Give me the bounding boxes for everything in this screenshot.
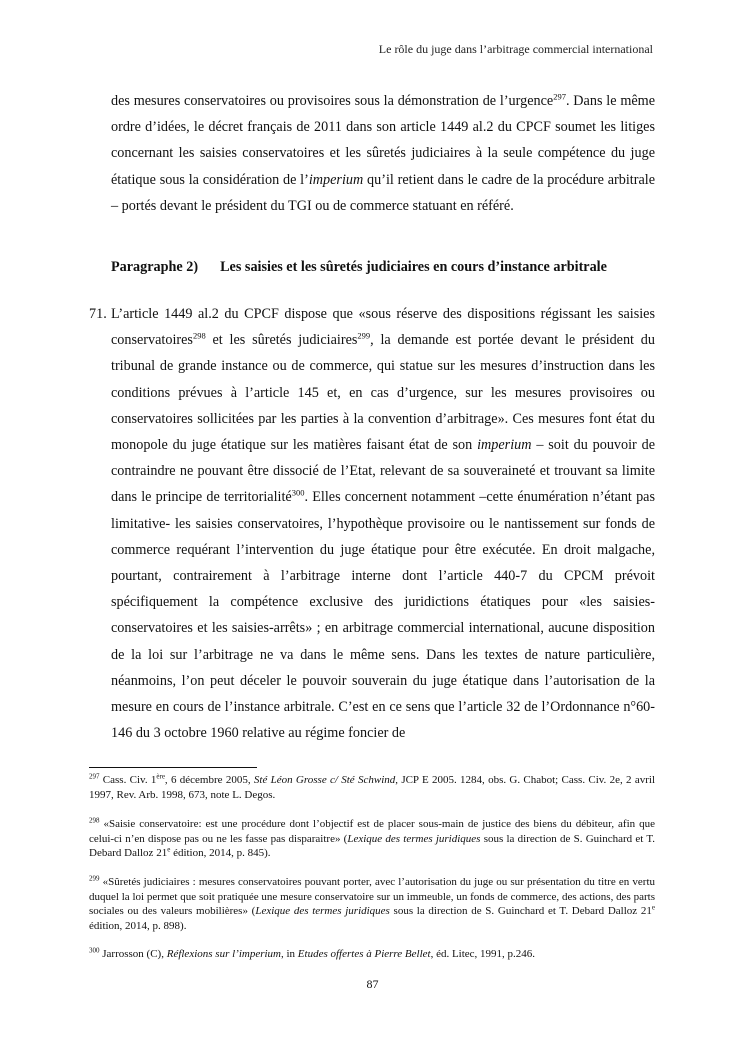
italic-term: imperium (477, 437, 532, 454)
footnote-ref-299[interactable]: 299 (357, 330, 371, 341)
footnote-ref-300[interactable]: 300 (291, 487, 305, 498)
section-label: Paragraphe 2) (111, 259, 199, 275)
text-run: , 6 décembre 2005, (164, 774, 254, 786)
text-run: Jarrosson (C), (99, 948, 167, 960)
footnote-number: 300 (89, 946, 100, 955)
footnote-separator (89, 767, 257, 768)
italic-title: Sté Léon Grosse c/ Sté Schwind (253, 774, 396, 786)
text-run: des mesures conservatoires ou provisoires sous la démonstration de l’urgence (111, 93, 554, 109)
text-run: , in (280, 948, 298, 960)
text-run: . Elles concernent notamment –cette énumération n’étant pas limitative- les saisies conservatoires, l’hypothèque provisoire ou le nantissement sur fonds de commerce requérant l’intervention du juge étatique pour être exécutée. En droit malgache, pourtant, contrairement à l’arbitrage interne dont l’article 440-7 du CPCM prévoit spécifiquement la compétence exclusive des juridictions étatiques pour «les saisies-conservatoires et les saisies-arrêts» ; en arbitrage commercial international, aucune disposition de la loi sur l’arbitrage ne va dans le même sens. Dans les textes de nature particulière, néanmoins, l’on peut déceler le pouvoir souverain du juge étatique dans l’autorisation de la mesure en cours de l’instance arbitrale. C’est en ce sens que l’article 32 de l’Ordonnance n°60-146 du 3 octobre 1960 relative au régime foncier de (111, 489, 655, 742)
footnote-300 (89, 947, 655, 962)
text-run: Cass. Civ. 1 (99, 774, 157, 786)
italic-title: Lexique des termes juridiques (347, 832, 481, 845)
superscript: e (651, 903, 655, 912)
superscript: e (167, 845, 171, 854)
footnote-ref-298[interactable]: 298 (192, 330, 206, 341)
italic-term: imperium (308, 171, 364, 188)
section-heading (111, 259, 671, 276)
footnote-number: 298 (89, 816, 100, 825)
footnote-298 (89, 817, 655, 861)
italic-title: Réflexions sur l’imperium (166, 948, 281, 960)
text-run: «Sûretés judiciaires : mesures conservatoires pouvant porter, avec l’autorisation du juge ou sur présentation du titre en vertu duquel la loi permet que soit pratiquée une mesure conservatoire sur un immeuble, un fonds de commerce, des actions, des parts sociales ou des valeurs mobilières» ( (89, 876, 655, 918)
text-run: . Dans le même ordre d’idées, le décret français de 2011 dans son article 1449 al.2 du CPCF soumet les litiges concernant les saisies conservatoires et les sûretés judiciaires à la seule compétence du juge étatique sous la considération de l’ (111, 93, 655, 188)
text-run: , la demande est portée devant le président du tribunal de grande instance ou de commerce, qui statue sur les mesures d’instruction dans les conditions prévues à l’article 145 et, en cas d’urgence, sur les mesures provisoires ou conservatoires sollicitées par les parties à la convention d’arbitrage». Ces mesures font état du monopole du juge étatique sur les matières faisant état de son (111, 332, 655, 454)
text-run: qu’il retient dans le cadre de la procédure arbitrale – portés devant le président du TGI ou de commerce statuant en référé. (111, 171, 655, 214)
text-run: , éd. Litec, 1991, p.246. (430, 948, 536, 960)
italic-title: Etudes offertes à Pierre Bellet (297, 948, 431, 960)
text-run: , JCP E 2005. 1284, obs. G. Chabot; Cass. Civ. 2e, 2 avril 1997, Rev. Arb. 1998, 673, note L. Degos. (89, 774, 656, 801)
text-run: sous la direction de S. Guinchard et T. Debard Dalloz 21 (389, 905, 652, 918)
text-run: «Saisie conservatoire: est une procédure dont l’objectif est de placer sous-main de justice des biens du débiteur, afin que celui-ci n’en dispose pas ou ne les fasse pas disparaitre» ( (89, 818, 655, 845)
text-run: édition, 2014, p. 898). (89, 919, 187, 932)
text-run: et les sûretés judiciaires (205, 332, 358, 349)
footnote-299 (89, 875, 655, 933)
footnote-297 (89, 773, 655, 802)
text-run: sous la direction de S. Guinchard et T. Debard Dalloz 21 (89, 832, 655, 860)
text-run: L’article 1449 al.2 du CPCF dispose que «sous réserve des dispositions régissant les saisies conservatoires (111, 306, 655, 349)
text-run: édition, 2014, p. 845). (170, 847, 271, 860)
paragraph-number: 71. (89, 306, 107, 322)
page-number: 87 (366, 977, 379, 991)
footnote-number: 299 (89, 874, 100, 883)
italic-title: Lexique des termes juridiques (255, 905, 390, 918)
paragraph-71 (111, 301, 655, 746)
running-header: Le rôle du juge dans l’arbitrage commercial international (378, 42, 653, 56)
paragraph-continuation (111, 88, 655, 219)
text-run: – soit du pouvoir de contraindre ne pouvant être dissocié de l’Etat, relevant de sa souveraineté et trouvant sa limite dans le principe de territorialité (111, 437, 656, 506)
section-title: Les saisies et les sûretés judiciaires en cours d’instance arbitrale (220, 259, 607, 275)
footnote-number: 297 (89, 772, 100, 781)
superscript: ère (156, 772, 165, 781)
footnote-ref-297[interactable]: 297 (553, 91, 566, 102)
